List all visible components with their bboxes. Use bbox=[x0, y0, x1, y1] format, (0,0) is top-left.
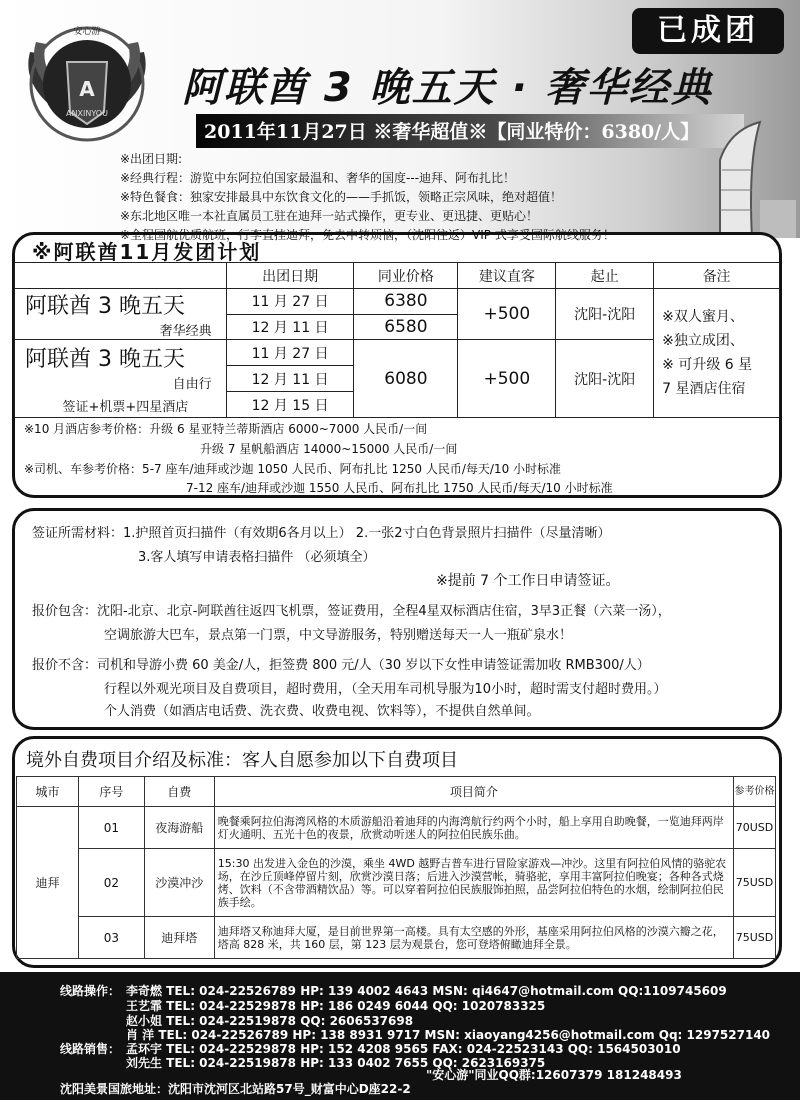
optional-tours-table bbox=[16, 776, 776, 959]
route-name: 阿联酋 3 晚五天 bbox=[25, 347, 185, 372]
price-cell: 75USD bbox=[733, 849, 775, 917]
markup-cell: +500 bbox=[458, 340, 556, 418]
price-cell: 6580 bbox=[354, 314, 458, 340]
intro-line-2: ※经典行程：游览中东阿拉伯国家最温和、奢华的国度---迪拜、阿布扎比！ bbox=[120, 171, 516, 185]
tour-plan-table bbox=[14, 262, 780, 418]
exclude-line-1: 报价不含：司机和导游小费 60 美金/人，拒签费 800 元/人（30 岁以下女性申请签证需加收 RMB300/人） bbox=[32, 658, 650, 673]
qq-group: "安心游"同业QQ群:12607379 181248493 bbox=[426, 1068, 682, 1082]
desc-cell: 迪拜塔又称迪拜大厦，是目前世界第一高楼。具有太空感的外形，基座采用阿拉伯风格的沙漠六瓣之花，塔高 828 米，共 160 层，第 123 层为观景台，您可登塔俯瞰迪拜全景。 bbox=[214, 917, 733, 959]
page-title: 阿联酋 3 晚五天 · 奢华经典 bbox=[182, 65, 713, 111]
markup-cell: +500 bbox=[458, 289, 556, 340]
note-line: ※独立成团、 bbox=[662, 333, 744, 349]
header-cell-note: 备注 bbox=[654, 263, 780, 289]
logo-bottom-text: ANXINYOU bbox=[66, 109, 108, 118]
table-row bbox=[17, 917, 776, 959]
item-cell: 迪拜塔 bbox=[144, 917, 214, 959]
sales-contact-1: 肖 洋 TEL: 024-22526789 HP: 138 8931 9717 MSN: xiaoyang4256@hotmail.com Qq: 1297527140 bbox=[126, 1028, 771, 1042]
route-sub: 奢华经典 bbox=[159, 324, 212, 339]
table-row bbox=[17, 849, 776, 917]
price-cell: 6080 bbox=[354, 340, 458, 418]
price-cell: 70USD bbox=[733, 807, 775, 849]
note-line: ※双人蜜月、 bbox=[662, 309, 744, 325]
include-line-2: 空调旅游大巴车，景点第一门票，中文导游服务，特别赠送每天一人一瓶矿泉水！ bbox=[104, 628, 573, 643]
no-cell: 03 bbox=[78, 917, 144, 959]
header-cell-desc: 项目简介 bbox=[214, 777, 733, 807]
header-cell-item: 自费 bbox=[144, 777, 214, 807]
date-cell: 11 月 27 日 bbox=[226, 289, 354, 315]
date-cell: 12 月 15 日 bbox=[226, 392, 354, 418]
table-row bbox=[15, 289, 780, 315]
city-cell: 沈阳-沈阳 bbox=[556, 289, 654, 340]
table-row bbox=[17, 807, 776, 849]
exclude-line-2: 行程以外观光项目及自费项目，超时费用，（全天用车司机导服为10小时，超时需支付超时费用。） bbox=[104, 682, 667, 697]
no-cell: 02 bbox=[78, 849, 144, 917]
plan-title: ※阿联酋11月发团计划 bbox=[32, 240, 262, 264]
header-cell-city: 起止 bbox=[556, 263, 654, 289]
route-name: 阿联酋 3 晚五天 bbox=[25, 294, 185, 319]
visa-line-1: 签证所需材料：1.护照首页扫描件（有效期6各月以上） 2.一张2寸白色背景照片扫描件（尽量清晰） bbox=[32, 526, 611, 541]
sales-label: 线路销售： bbox=[60, 1042, 121, 1056]
route-cell bbox=[15, 289, 227, 340]
ops-contact-3: 赵小姐 TEL: 024-22519878 QQ: 2606537698 bbox=[126, 1014, 414, 1028]
ops-contact-2: 王艺霏 TEL: 024-22529878 HP: 186 0249 6044 QQ: 1020783325 bbox=[126, 999, 546, 1013]
price-cell: 6380 bbox=[354, 289, 458, 315]
header-cell-city: 城市 bbox=[17, 777, 79, 807]
header-cell-route bbox=[15, 263, 227, 289]
agency-address: 沈阳美景国旅地址：沈阳市沈河区北站路57号_财富中心D座22-2 bbox=[60, 1082, 411, 1096]
intro-line-1: ※出团日期: bbox=[120, 152, 183, 166]
notes-cell bbox=[654, 289, 780, 418]
exclude-line-3: 个人消费（如酒店电话费、洗衣费、收费电视、饮料等），不提供自然单间。 bbox=[104, 704, 540, 719]
intro-line-4: ※东北地区唯一本社直属员工驻在迪拜一站式操作，更专业、更迅捷、更贴心！ bbox=[120, 209, 539, 223]
ops-label: 线路操作： bbox=[60, 984, 121, 998]
note-line: ※ 可升级 6 星 bbox=[662, 357, 753, 373]
city-cell: 迪拜 bbox=[17, 807, 79, 959]
desc-cell: 晚餐乘阿拉伯海湾风格的木质游船沿着迪拜的内海湾航行约两个小时，船上享用自助晚餐，一览迪拜两岸灯火通明、五光十色的夜景，欣赏动听迷人的阿拉伯民族乐曲。 bbox=[214, 807, 733, 849]
svg-text:A: A bbox=[79, 77, 95, 101]
header-cell-retail: 建议直客 bbox=[458, 263, 556, 289]
no-cell: 01 bbox=[78, 807, 144, 849]
car-ref-line-1: ※司机、车参考价格：5-7 座车/迪拜或沙迦 1050 人民币、阿布扎比 1250 人民币/每天/10 小时标准 bbox=[24, 462, 562, 476]
sales-contact-3: 刘先生 TEL: 024-22519878 HP: 133 0402 7655 QQ: 2623169375 bbox=[126, 1056, 546, 1070]
price-cell: 75USD bbox=[733, 917, 775, 959]
burj-al-arab-image bbox=[690, 120, 800, 238]
hotel-ref-line-2: 升级 7 星帆船酒店 14000~15000 人民币/一间 bbox=[200, 442, 458, 456]
header-cell-price: 参考价格 bbox=[733, 777, 775, 807]
item-cell: 夜海游船 bbox=[144, 807, 214, 849]
date-cell: 12 月 11 日 bbox=[226, 366, 354, 392]
note-line: 7 星酒店住宿 bbox=[662, 381, 746, 397]
visa-line-3: ※提前 7 个工作日申请签证。 bbox=[436, 573, 620, 589]
visa-line-2: 3.客人填写申请表格扫描件 （必须填全） bbox=[138, 550, 376, 565]
company-logo bbox=[22, 12, 152, 144]
price-line: 2011年11月27日 ※奢华超值※【同业特价：6380/人】 bbox=[204, 121, 700, 143]
item-cell: 沙漠冲沙 bbox=[144, 849, 214, 917]
car-ref-line-2: 7-12 座车/迪拜或沙迦 1550 人民币、阿布扎比 1750 人民币/每天/10 小时标准 bbox=[186, 481, 613, 495]
optional-title: 境外自费项目介绍及标准：客人自愿参加以下自费项目 bbox=[26, 750, 458, 771]
intro-line-3: ※特色餐食：独家安排最具中东饮食文化的——手抓饭，领略正宗风味，绝对超值！ bbox=[120, 190, 563, 204]
route-sub: 自由行 bbox=[172, 377, 212, 392]
date-cell: 12 月 11 日 bbox=[226, 314, 354, 340]
intro-line-5: ※全程国航优质航班，行李直挂迪拜，免去中转烦恼，（沈阳往返）VIP 式享受国际航线服务！ bbox=[120, 228, 615, 242]
date-cell: 11 月 27 日 bbox=[226, 340, 354, 366]
hotel-ref-line-1: ※10 月酒店参考价格：升级 6 星亚特兰蒂斯酒店 6000~7000 人民币/一间 bbox=[24, 422, 428, 436]
sales-contact-2: 孟环宇 TEL: 024-22529878 HP: 152 4208 9565 FAX: 024-22523143 QQ: 1564503010 bbox=[126, 1042, 681, 1056]
status-badge: 已成团 bbox=[632, 8, 784, 54]
logo-top-text: 安心游 bbox=[73, 27, 101, 37]
header-cell-date: 出团日期 bbox=[226, 263, 354, 289]
header-cell-no: 序号 bbox=[78, 777, 144, 807]
city-cell: 沈阳-沈阳 bbox=[556, 340, 654, 418]
route-sub-2: 签证+机票+四星酒店 bbox=[62, 400, 189, 415]
include-line-1: 报价包含：沈阳-北京、北京-阿联酋往返四飞机票，签证费用，全程4星双标酒店住宿，3早3正餐（六菜一汤）， bbox=[32, 604, 671, 619]
route-cell bbox=[15, 340, 227, 418]
desc-cell: 15:30 出发进入金色的沙漠，乘坐 4WD 越野吉普车进行冒险家游戏—冲沙。这里有阿拉伯风情的骆驼农场，在沙丘顶峰停留片刻，欣赏沙漠日落；后进入沙漠营帐，骑骆驼，享用丰富阿拉伯晚宴；各种各式烧烤、饮料（不含带酒精饮品）等。可以穿着阿拉伯民族服饰拍照，品尝阿拉伯特色的水烟，绘制阿拉伯民族手绘。 bbox=[214, 849, 733, 917]
table-header-row bbox=[17, 777, 776, 807]
table-header-row bbox=[15, 263, 780, 289]
ops-contact-1: 李奇燃 TEL: 024-22526789 HP: 139 4002 4643 MSN: qi4647@hotmail.com QQ:1109745609 bbox=[126, 984, 727, 998]
header-cell-price: 同业价格 bbox=[354, 263, 458, 289]
